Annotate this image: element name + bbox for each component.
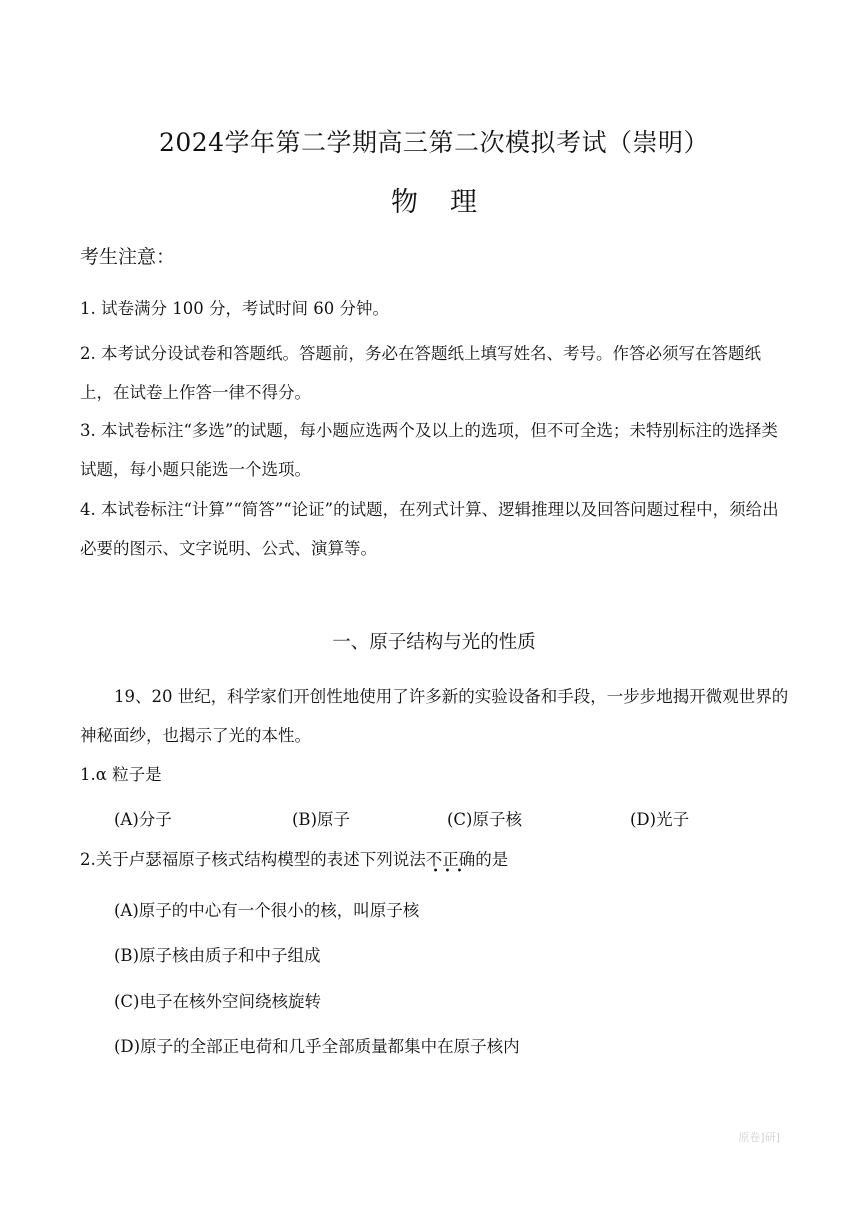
question-1-stem: 1.α 粒子是 xyxy=(80,765,162,784)
question-2-option-b: (B)原子核由质子和中子组成 xyxy=(114,946,321,965)
question-2-emphasis: 不正确 ••• xyxy=(425,850,476,877)
exam-title: 2024学年第二学期高三第二次模拟考试（崇明） xyxy=(158,128,710,157)
notice-heading: 考生注意： xyxy=(80,246,176,268)
question-2-stem-before: 2.关于卢瑟福原子核式结构模型的表述下列说法 xyxy=(80,850,426,869)
question-1-option-b: (B)原子 xyxy=(292,810,350,829)
subject-title: 物理 xyxy=(391,187,509,218)
question-2-option-c: (C)电子在核外空间绕核旋转 xyxy=(114,992,321,1011)
section-intro: 19、20 世纪，科学家们开创性地使用了许多新的实验设备和手段，一步步地揭开微观世界的神秘面纱，也揭示了光的本性。 xyxy=(80,687,789,745)
notice-item-4: 4. 本试卷标注“计算”“简答”“论证”的试题，在列式计算、逻辑推理以及回答问题过程中，须给出必要的图示、文字说明、公式、演算等。 xyxy=(80,500,779,558)
question-2-stem-after: 的是 xyxy=(475,850,509,869)
section-heading: 一、原子结构与光的性质 xyxy=(332,632,536,653)
notice-item-1: 1. 试卷满分 100 分，考试时间 60 分钟。 xyxy=(80,299,389,318)
question-1-option-a: (A)分子 xyxy=(114,810,172,829)
watermark: 原卷]研] xyxy=(738,1131,780,1144)
question-1-option-c: (C)原子核 xyxy=(447,810,522,829)
notice-item-2: 2. 本考试分设试卷和答题纸。答题前，务必在答题纸上填写姓名、考号。作答必须写在答题纸上，在试卷上作答一律不得分。 xyxy=(80,344,761,402)
question-1-option-d: (D)光子 xyxy=(630,810,690,829)
question-2-option-d: (D)原子的全部正电荷和几乎全部质量都集中在原子核内 xyxy=(114,1037,520,1056)
notice-item-3: 3. 本试卷标注“多选”的试题，每小题应选两个及以上的选项，但不可全选；未特别标注的选择类试题，每小题只能选一个选项。 xyxy=(80,421,778,479)
question-2-option-a: (A)原子的中心有一个很小的核，叫原子核 xyxy=(114,901,420,920)
question-2-stem xyxy=(80,846,509,877)
